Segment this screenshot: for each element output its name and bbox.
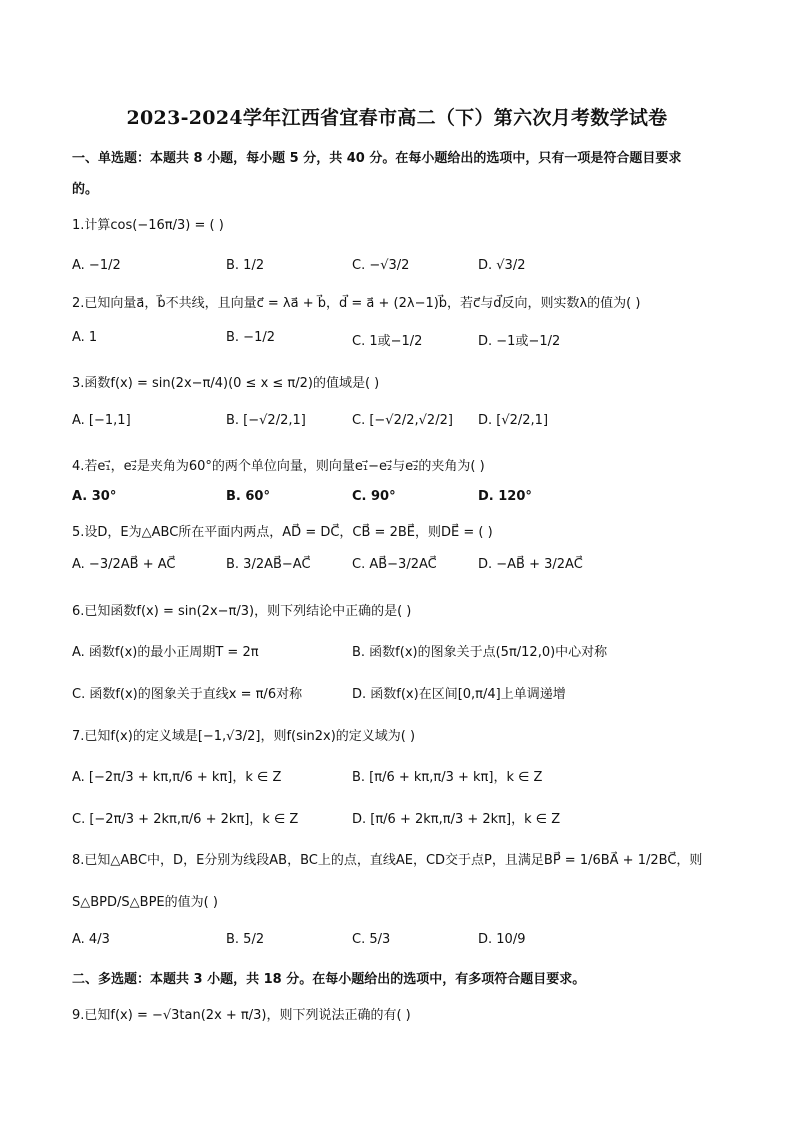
- question-1-option-a: A. −1/2: [72, 258, 121, 273]
- question-2-option-c: C. 1或−1/2: [352, 334, 423, 349]
- section1-heading: 一、单选题：本题共 8 小题，每小题 5 分，共 40 分。在每小题给出的选项中，只有一项是符合题目要求: [72, 151, 682, 166]
- question-2-option-b: B. −1/2: [226, 330, 275, 345]
- question-1-stem: 1.计算cos(−16π/3) = ( ): [72, 218, 224, 233]
- question-8-option-d: D. 10/9: [478, 932, 526, 947]
- question-5-option-b: B. 3/2AB⃗−AC⃗: [226, 557, 311, 572]
- question-8-option-c: C. 5/3: [352, 932, 391, 947]
- question-3-stem: 3.函数f(x) = sin(2x−π/4)(0 ≤ x ≤ π/2)的值域是( ): [72, 376, 380, 391]
- question-1-option-d: D. √3/2: [478, 258, 526, 273]
- question-3-option-c: C. [−√2/2,√2/2]: [352, 413, 453, 428]
- question-5-stem: 5.设D，E为△ABC所在平面内两点，AD⃗ = DC⃗，CB⃗ = 2BE⃗，则DE⃗ = ( ): [72, 525, 493, 540]
- question-6-option-a: A. 函数f(x)的最小正周期T = 2π: [72, 645, 259, 660]
- question-1-option-c: C. −√3/2: [352, 258, 410, 273]
- exam-title: 2023-2024学年江西省宜春市高二（下）第六次月考数学试卷: [126, 107, 668, 129]
- question-8-stem: 8.已知△ABC中，D，E分别为线段AB，BC上的点，直线AE，CD交于点P，且满足BP⃗ = 1/6BA⃗ + 1/2BC⃗，则: [72, 853, 703, 868]
- question-7-option-b: B. [π/6 + kπ,π/3 + kπ]，k ∈ Z: [352, 770, 543, 785]
- question-8-option-b: B. 5/2: [226, 932, 265, 947]
- question-4-option-d: D. 120°: [478, 489, 532, 504]
- question-4-option-c: C. 90°: [352, 489, 396, 504]
- question-4-option-a: A. 30°: [72, 489, 117, 504]
- question-2-option-d: D. −1或−1/2: [478, 334, 561, 349]
- question-3-option-d: D. [√2/2,1]: [478, 413, 549, 428]
- question-4-option-b: B. 60°: [226, 489, 270, 504]
- question-7-option-c: C. [−2π/3 + 2kπ,π/6 + 2kπ]，k ∈ Z: [72, 812, 299, 827]
- question-2-stem: 2.已知向量a⃗，b⃗不共线，且向量c⃗ = λa⃗ + b⃗，d⃗ = a⃗ + (2λ−1)b⃗，若c⃗与d⃗反向，则实数λ的值为( ): [72, 296, 641, 311]
- question-3-option-a: A. [−1,1]: [72, 413, 131, 428]
- question-4-stem: 4.若e₁⃗，e₂⃗是夹角为60°的两个单位向量，则向量e₁⃗−e₂⃗与e₂⃗的夹角为( ): [72, 459, 485, 474]
- section1-heading-cont: 的。: [72, 182, 99, 197]
- question-7-option-d: D. [π/6 + 2kπ,π/3 + 2kπ]，k ∈ Z: [352, 812, 561, 827]
- question-2-option-a: A. 1: [72, 330, 98, 345]
- question-1-option-b: B. 1/2: [226, 258, 265, 273]
- section2-heading: 二、多选题：本题共 3 小题，共 18 分。在每小题给出的选项中，有多项符合题目要求。: [72, 972, 586, 987]
- question-6-option-d: D. 函数f(x)在区间[0,π/4]上单调递增: [352, 687, 566, 702]
- question-8-stem-cont: S△BPD/S△BPE的值为( ): [72, 895, 218, 910]
- question-6-option-b: B. 函数f(x)的图象关于点(5π/12,0)中心对称: [352, 645, 608, 660]
- question-5-option-d: D. −AB⃗ + 3/2AC⃗: [478, 557, 583, 572]
- question-7-option-a: A. [−2π/3 + kπ,π/6 + kπ]，k ∈ Z: [72, 770, 282, 785]
- question-9-stem: 9.已知f(x) = −√3tan(2x + π/3)，则下列说法正确的有( ): [72, 1008, 411, 1023]
- question-6-stem: 6.已知函数f(x) = sin(2x−π/3)，则下列结论中正确的是( ): [72, 604, 412, 619]
- question-5-option-a: A. −3/2AB⃗ + AC⃗: [72, 557, 176, 572]
- question-5-option-c: C. AB⃗−3/2AC⃗: [352, 557, 437, 572]
- question-8-option-a: A. 4/3: [72, 932, 110, 947]
- question-3-option-b: B. [−√2/2,1]: [226, 413, 306, 428]
- question-7-stem: 7.已知f(x)的定义域是[−1,√3/2]，则f(sin2x)的定义域为( ): [72, 729, 416, 744]
- question-6-option-c: C. 函数f(x)的图象关于直线x = π/6对称: [72, 687, 303, 702]
